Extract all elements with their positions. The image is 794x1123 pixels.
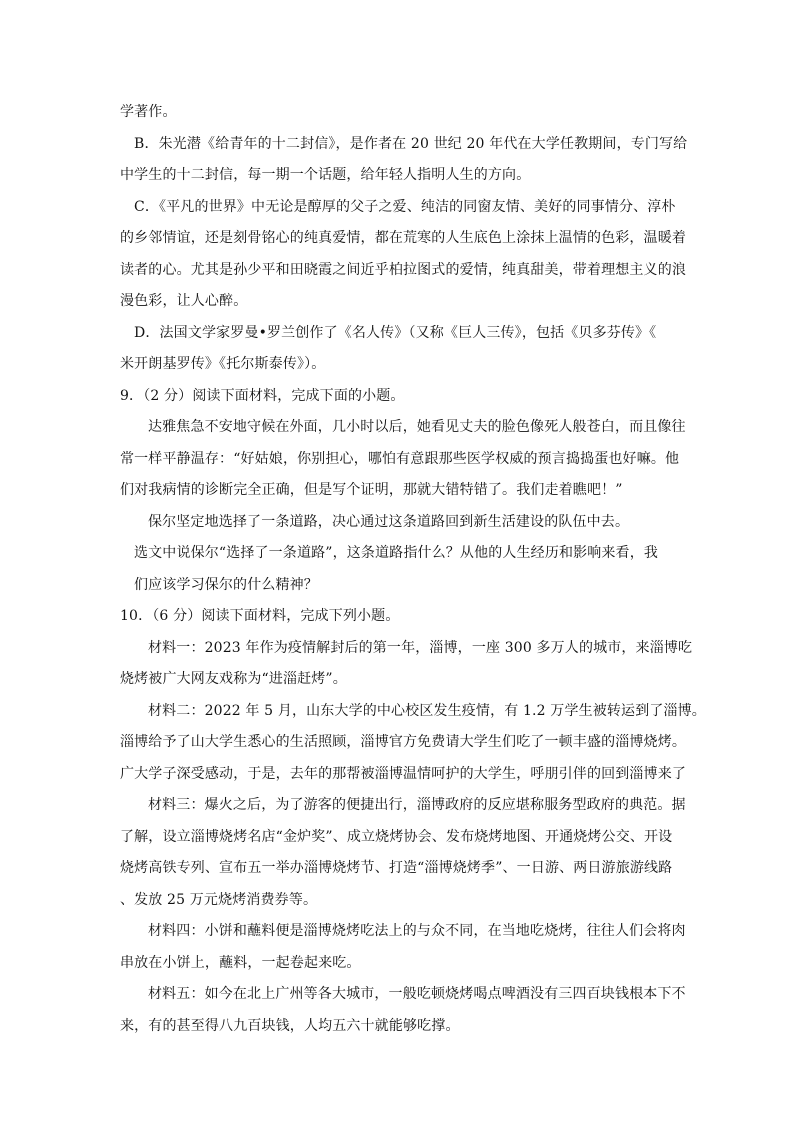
option-d-line: D．法国文学家罗曼•罗兰创作了《名人传》（又称《巨人三传》，包括《贝多芬传》《 [134,325,657,341]
option-c-line: C．《平凡的世界》中无论是醇厚的父子之爱、纯洁的同窗友情、美好的同事情分、淳朴 [134,199,676,215]
text-line: 学著作。 [120,104,177,120]
material-line: 来，有的甚至得八九百块钱，人均五六十就能够吃撑。 [120,1018,460,1034]
text-line: 漫色彩，让人心醉。 [120,293,248,309]
material-line: 材料三：爆火之后，为了游客的便捷出行，淄博政府的反应堪称服务型政府的典范。据 [148,797,686,813]
text-line: 的乡邻情谊，还是刻骨铭心的纯真爱情，都在荒寒的人生底色上涂抹上温情的色彩，温暖着 [120,230,686,246]
material-line: 材料四：小饼和蘸料便是淄博烧烤吃法上的与众不同，在当地吃烧烤，往往人们会将肉 [148,923,686,939]
material-line: 、发放 25 万元烧烤消费券等。 [120,892,318,908]
material-line: 材料五：如今在北上广州等各大城市，一般吃顿烧烤喝点啤酒没有三四百块钱根本下不 [148,986,686,1002]
material-line: 材料一：2023 年作为疫情解封后的第一年，淄博，一座 300 多万人的城市，来淄博吃 [148,640,693,656]
question-9-prompt: 们应该学习保尔的什么精神？ [134,577,318,593]
passage-line: 保尔坚定地选择了一条道路，决心通过这条道路回到新生活建设的队伍中去。 [148,514,630,530]
text-line: 中学生的十二封信，每一期一个话题，给年轻人指明人生的方向。 [120,167,531,183]
passage-line: 们对我病情的诊断完全正确，但是写个证明，那就大错特错了。我们走着瞧吧！” [120,482,623,498]
question-9-prompt: 选文中说保尔“选择了一条道路”，这条道路指什么？从他的人生经历和影响来看，我 [134,545,659,561]
material-line: 材料二：2022 年 5 月，山东大学的中心校区发生疫情，有 1.2 万学生被转运到了淄博。 [148,703,706,719]
question-9-heading: 9．（2 分）阅读下面材料，完成下面的小题。 [120,388,405,404]
text-line: 米开朗基罗传》《托尔斯泰传》）。 [120,356,326,372]
option-b-line: B．朱光潜《给青年的十二封信》，是作者在 20 世纪 20 年代在大学任教期间，专门写给 [134,136,688,152]
material-line: 烧烤被广大网友戏称为“进淄赶烤”。 [120,671,347,687]
passage-line: 达雅焦急不安地守候在外面，几小时以后，她看见丈夫的脸色像死人般苍白，而且像往 [148,419,686,435]
material-line: 串放在小饼上，蘸料，一起卷起来吃。 [120,955,361,971]
material-line: 了解，设立淄博烧烤名店“金炉奖”、成立烧烤协会、发布烧烤地图、开通烧烤公交、开设 [120,829,673,845]
material-line: 淄博给予了山大学生悉心的生活照顾，淄博官方免费请大学生们吃了一顿丰盛的淄博烧烤。 [120,734,686,750]
question-10-heading: 10．（6 分）阅读下面材料，完成下列小题。 [120,608,400,624]
text-line: 读者的心。尤其是孙少平和田晓霞之间近乎柏拉图式的爱情，纯真甜美，带着理想主义的浪 [120,262,686,278]
passage-line: 常一样平静温存：“好姑娘，你别担心，哪怕有意跟那些医学权威的预言捣捣蛋也好嘛。他 [120,451,680,467]
material-line: 烧烤高铁专列、宣布五一举办淄博烧烤节、打造“淄博烧烤季”、一日游、两日游旅游线路 [120,860,673,876]
material-line: 广大学子深受感动，于是，去年的那帮被淄博温情呵护的大学生，呼朋引伴的回到淄博来了 [120,766,686,782]
